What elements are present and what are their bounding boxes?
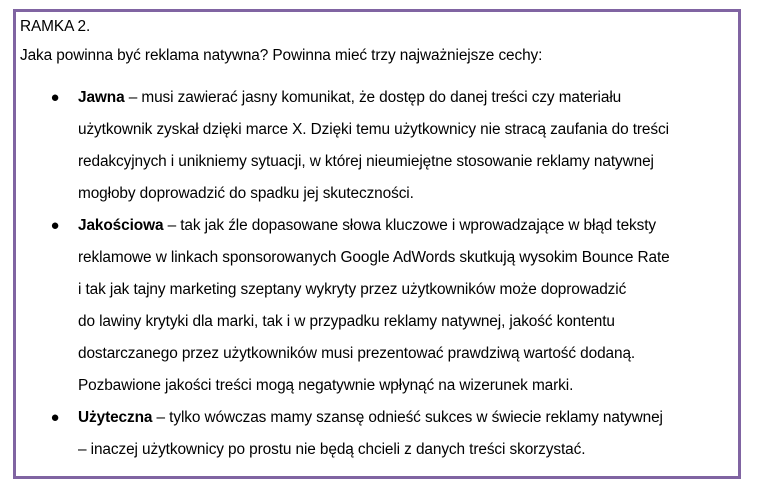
feature-line: [78, 402, 730, 434]
feature-line: dostarczanego przez użytkowników musi prezentować prawdziwą wartość dodaną.: [78, 345, 636, 362]
bullet-icon: ●: [50, 89, 60, 106]
feature-line: redakcyjnych i unikniemy sytuacji, w której nieumiejętne stosowanie reklamy natywnej: [78, 153, 654, 170]
feature-text: – tak jak źle dopasowane słowa kluczowe i wprowadzające w błąd teksty: [163, 217, 657, 234]
bullet-icon: ●: [50, 409, 60, 426]
feature-line: użytkownik zyskał dzięki marce X. Dzięki temu użytkownicy nie stracą zaufania do treści: [78, 121, 669, 138]
feature-list: [20, 82, 730, 466]
box-label: RAMKA 2.: [20, 18, 91, 35]
feature-term: Jakościowa: [78, 217, 164, 234]
feature-text: – musi zawierać jasny komunikat, że dostęp do danej treści czy materiału: [124, 89, 622, 106]
feature-item-uzyteczna: [20, 402, 730, 466]
feature-line: [78, 82, 730, 114]
feature-item-jawna: [20, 82, 730, 210]
feature-term: Jawna: [78, 89, 125, 106]
bullet-icon: ●: [50, 217, 60, 234]
feature-text: – tylko wówczas mamy szansę odnieść sukces w świecie reklamy natywnej: [152, 409, 663, 426]
feature-line: mogłoby doprowadzić do spadku jej skuteczności.: [78, 185, 414, 202]
feature-line: – inaczej użytkownicy po prostu nie będą chcieli z danych treści skorzystać.: [78, 441, 586, 458]
feature-line: reklamowe w linkach sponsorowanych Google AdWords skutkują wysokim Bounce Rate: [78, 249, 670, 266]
ramka-content: [20, 16, 730, 466]
feature-term: Użyteczna: [78, 409, 153, 426]
ramka-box: [13, 9, 741, 479]
box-intro: Jaka powinna być reklama natywna? Powinna mieć trzy najważniejsze cechy:: [20, 47, 543, 64]
feature-line: Pozbawione jakości treści mogą negatywnie wpłynąć na wizerunek marki.: [78, 377, 574, 394]
feature-line: do lawiny krytyki dla marki, tak i w przypadku reklamy natywnej, jakość kontentu: [78, 313, 615, 330]
feature-item-jakosciowa: [20, 210, 730, 402]
feature-line: [78, 210, 730, 242]
feature-line: i tak jak tajny marketing szeptany wykryty przez użytkowników może doprowadzić: [78, 281, 627, 298]
